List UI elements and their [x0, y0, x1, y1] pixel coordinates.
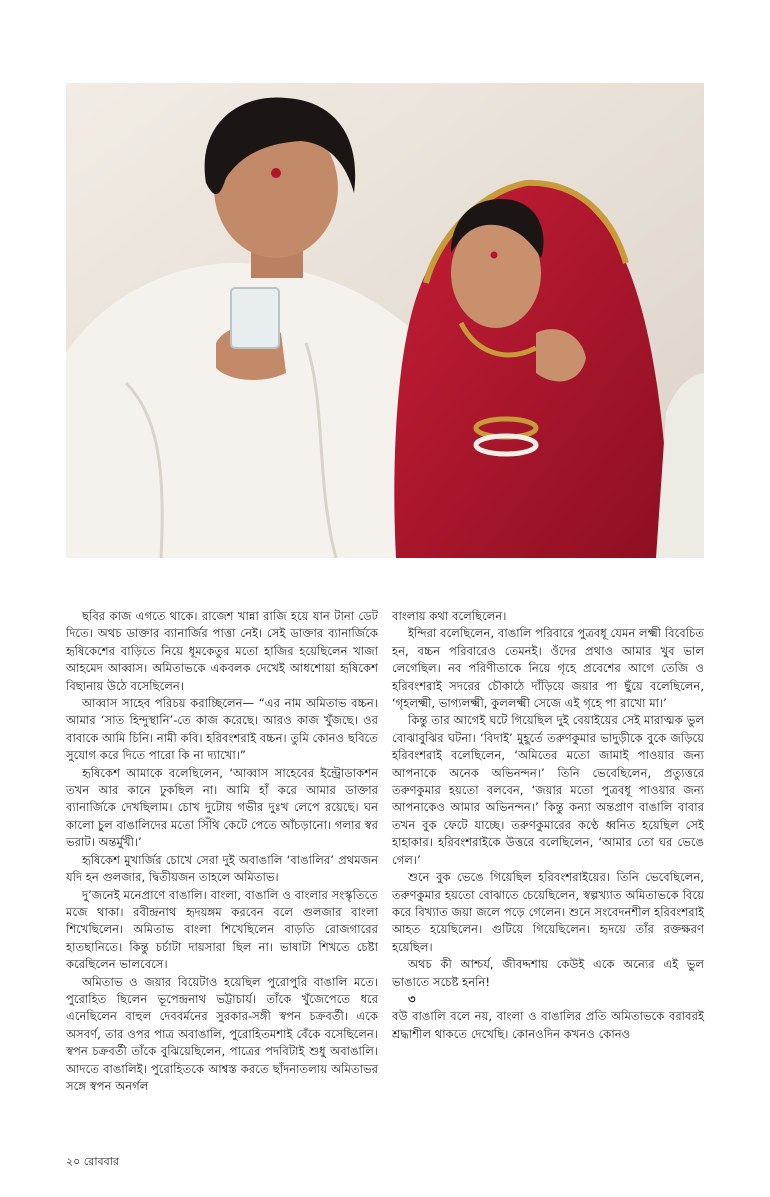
paragraph: হৃষিকেশ আমাকে বলেছিলেন, ‘আব্বাস সাহেবের ইন্ট্রোডাকশন তখন আর কানে ঢুকছিল না। আমি হাঁ করে আমার ডাক্তার ব্যানার্জিকে দেখছিলাম। চোখ দুটোয় গভীর দুঃখ লেপে রয়েছে। ঘন কালো চুল বাঙালিদের মতো সিঁথি কেটে পেতে আঁচড়ানো। গলার স্বর ভরাট। অন্তর্মুখী।’	[66, 765, 378, 850]
paragraph: অমিতাভ ও জয়ার বিয়েটাও হয়েছিল পুরোপুরি বাঙালি মতে। পুরোহিত ছিলেন ভূপেন্দ্রনাথ ভট্টাচার্য। তাঁকে খুঁজেপেতে ধরে এনেছিলেন বাহুল দেববর্মনের সুরকার-সঙ্গী স্বপন চক্রবর্তী। একে অসবর্ণ, তার ওপর পাত্র অবাঙালি, পুরোহিতমশাই বেঁকে বসেছিলেন। স্বপন চক্রবর্তী তাঁকে বুঝিয়েছিলেন, পাত্রের পদবিটাই শুধু অবাঙালি। আদতে বাঙালিই। পুরোহিতকে আশ্বস্ত করতে ছাঁদনাতলায় অমিতাভর সঙ্গে স্বপন অনর্গল	[66, 974, 378, 1093]
paragraph: শুনে বুক ভেঙে গিয়েছিল হরিবংশরাইয়ের। তিনি ভেবেছিলেন, তরুণকুমার হয়তো বোঝাতে চেয়েছিলেন, স্বল্পখ্যাত অমিতাভকে বিয়ে করে বিখ্যাত জয়া জলে পড়ে গেলেন। শুনে সংবেদনশীল হরিবংশরাই আহত হয়েছিলেন। গুটিয়ে গিয়েছিলেন। হৃদয়ে তাঁর রক্তক্ষরণ হয়েছিল।	[392, 870, 704, 954]
paragraph: অথচ কী আশ্চর্য, জীবদ্দশায় কেউই একে অন্যের এই ভুল ভাঙাতে সচেষ্ট হননি!	[392, 957, 704, 989]
paragraph: দু’জনেই মনেপ্রাণে বাঙালি। বাংলা, বাঙালি ও বাংলার সংস্কৃতিতে মজে থাকা। রবীন্দ্রনাথ হৃদয়ঙ্গম করবেন বলে গুলজার বাংলা শিখেছিলেন। অমিতাভ বাংলা শিখেছিলেন বাড়তি রোজগারের হাতছানিতে। কিন্তু চর্চাটা দায়সারা ছিল না। ভাষাটা শিখতে চেষ্টা করেছিলেন ভালবেসে।	[66, 887, 378, 972]
paragraph: কিন্তু তার আগেই ঘটে গিয়েছিল দুই বেয়াইয়ের সেই মারাত্মক ভুল বোঝাবুঝির ঘটনা। ‘বিদাই’ মুহূর্তে তরুণকুমার ভাদুড়ীকে বুকে জড়িয়ে হরিবংশরাই বলেছিলেন, ‘অমিতের মতো জামাই পাওয়ার জন্য আপনাকে অনেক অভিনন্দন।’ তিনি ভেবেছিলেন, প্রত্যুত্তরে তরুণকুমার হয়তো বলবেন, ‘জয়ার মতো পুত্রবধূ পাওয়ার জন্য আপনাকেও আমার অভিনন্দন।’ কিন্তু কন্যা অন্তপ্রাণ বাঙালি বাবার তখন বুক ফেটে যাচ্ছে। তরুণকুমারের কণ্ঠে ধ্বনিত হয়েছিল সেই হাহাকার। হরিবংশরাইকে উত্তরে বলেছিলেন, ‘আমার তো ঘর ভেঙে গেল।’	[392, 713, 704, 867]
page-footer: ২০ রোববার	[66, 1155, 119, 1168]
man-tilak	[271, 168, 281, 178]
woman-bindi	[491, 252, 498, 259]
paragraph: আব্বাস সাহেব পরিচয় করাচ্ছিলেন— “এর নাম অমিতাভ বচ্চন। আমার ‘সাত হিন্দুস্থানি’-তে কাজ করেছে। আরও কাজ খুঁজছে। ওর বাবাকে আমি চিনি। নামী কবি। হরিবংশরাই বচ্চন। তুমি কোনও ছবিতে সুযোগ করে দিতে পারো কি না দ্যাখো।”	[66, 696, 378, 763]
wedding-photo	[66, 83, 704, 558]
left-column	[66, 608, 378, 1095]
water-glass	[231, 288, 279, 348]
paragraph: বউ বাঙালি বলে নয়, বাংলা ও বাঙালির প্রতি অমিতাভকে বরাবরই শ্রদ্ধাশীল থাকতে দেখেছি। কোনওদিন কখনও কোনও	[392, 1009, 704, 1041]
paragraph: ইন্দিরা বলেছিলেন, বাঙালি পরিবারে পুত্রবধূ যেমন লক্ষ্মী বিবেচিত হন, বচ্চন পরিবারেও তেমনই। ওঁদের প্রথাও আমার খুব ভাল লেগেছিল। নব পরিণীতাকে নিয়ে গৃহে প্রবেশের আগে তেজি ও হরিবংশরাই সদরের চৌকাঠে দাঁড়িয়ে জয়ার পা ছুঁয়ে বলেছিলেন, ‘গৃহলক্ষ্মী, ভাগ্যলক্ষ্মী, কুললক্ষ্মী সেজে এই গৃহে পা রাখো মা।’	[392, 626, 704, 711]
right-column	[392, 608, 704, 1043]
section-number: ৩	[408, 991, 416, 1006]
paragraph: হৃষিকেশ মুখার্জির চোখে সেরা দুই অবাঙালি ‘বাঙালির’ প্রথমজন যদি হন গুলজার, দ্বিতীয়জন তাহলে অমিতাভ।	[66, 852, 378, 885]
paragraph: বাংলায় কথা বলেছিলেন।	[392, 609, 507, 623]
paragraph: ছবির কাজ এগতে থাকে। রাজেশ খান্না রাজি হয়ে যান টানা ডেট দিতে। অথচ ডাক্তার ব্যানার্জির পাত্তা নেই। সেই ডাক্তার ব্যানার্জিকে হৃষিকেশের বাড়িতে নিয়ে ধূমকেতুর মতো হাজির হয়েছিলেন খাজা আহমেদ আব্বাস। অমিতাভকে একবলক দেখেই আধশোয়া হৃষিকেশ বিছানায় উঠে বসেছিলেন।	[66, 609, 378, 693]
wedding-photo-illustration	[66, 83, 704, 558]
